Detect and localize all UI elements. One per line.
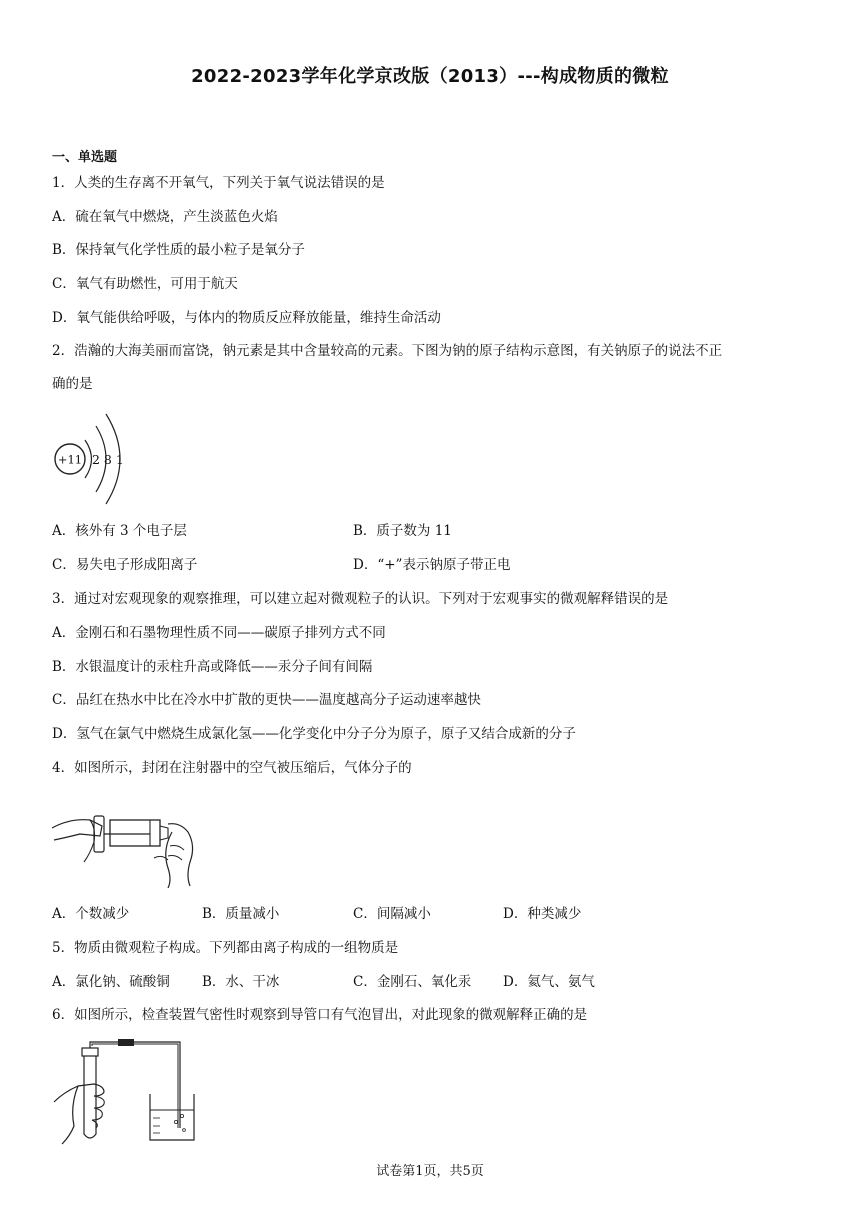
question-5-stem: 5．物质由微观粒子构成。下列都由离子构成的一组物质是	[52, 940, 399, 956]
question-4-option-b: B．质量减小	[202, 906, 280, 922]
electron-shell-numbers: 2 8 1	[92, 452, 124, 467]
question-4-option-d: D．种类减少	[503, 906, 582, 922]
question-2-option-d: D．“+”表示钠原子带正电	[353, 557, 511, 573]
gas-tightness-apparatus-illustration	[50, 1036, 200, 1146]
question-2-option-a: A．核外有 3 个电子层	[52, 523, 187, 539]
question-3-option-d: D．氢气在氯气中燃烧生成氯化氢——化学变化中分子分为原子，原子又结合成新的分子	[52, 726, 576, 742]
question-1-option-a: A．硫在氧气中燃烧，产生淡蓝色火焰	[52, 209, 278, 225]
question-6-stem: 6．如图所示，检查装置气密性时观察到导管口有气泡冒出，对此现象的微观解释正确的是	[52, 1007, 588, 1023]
sodium-atom-structure-diagram	[50, 404, 140, 508]
question-5-option-c: C．金刚石、氧化汞	[353, 974, 472, 990]
question-2-option-c: C．易失电子形成阳离子	[52, 557, 198, 573]
question-4-option-c: C．间隔减小	[353, 906, 431, 922]
page-title: 2022-2023学年化学京改版（2013）---构成物质的微粒	[191, 66, 669, 87]
question-3-option-c: C．品红在热水中比在冷水中扩散的更快——温度越高分子运动速率越快	[52, 692, 481, 708]
page-footer: 试卷第1页，共5页	[376, 1164, 484, 1179]
question-5-option-a: A．氯化钠、硫酸铜	[52, 974, 170, 990]
question-4-option-a: A．个数减少	[52, 906, 130, 922]
question-2-stem-line1: 2．浩瀚的大海美丽而富饶，钠元素是其中含量较高的元素。下图为钠的原子结构示意图，有关钠原子的说法不正	[52, 343, 723, 359]
question-2-stem-line2: 确的是	[52, 376, 93, 392]
section-heading: 一、单选题	[52, 150, 118, 165]
question-3-option-b: B．水银温度计的汞柱升高或降低——汞分子间有间隔	[52, 659, 373, 675]
question-5-option-b: B．水、干冰	[202, 974, 280, 990]
question-1-option-c: C．氧气有助燃性，可用于航天	[52, 276, 238, 292]
question-1-stem: 1．人类的生存离不开氧气，下列关于氧气说法错误的是	[52, 175, 385, 191]
nucleus-label: +11	[57, 452, 83, 467]
question-1-option-b: B．保持氧气化学性质的最小粒子是氧分子	[52, 242, 305, 258]
question-4-stem: 4．如图所示，封闭在注射器中的空气被压缩后，气体分子的	[52, 760, 412, 776]
question-3-stem: 3．通过对宏观现象的观察推理，可以建立起对微观粒子的认识。下列对于宏观事实的微观解释错误的是	[52, 591, 669, 607]
question-5-option-d: D．氦气、氨气	[503, 974, 595, 990]
question-1-option-d: D．氧气能供给呼吸，与体内的物质反应释放能量，维持生命活动	[52, 310, 441, 326]
question-3-option-a: A．金刚石和石墨物理性质不同——碳原子排列方式不同	[52, 625, 386, 641]
question-2-option-b: B．质子数为 11	[353, 523, 452, 539]
syringe-compression-illustration	[50, 788, 200, 888]
